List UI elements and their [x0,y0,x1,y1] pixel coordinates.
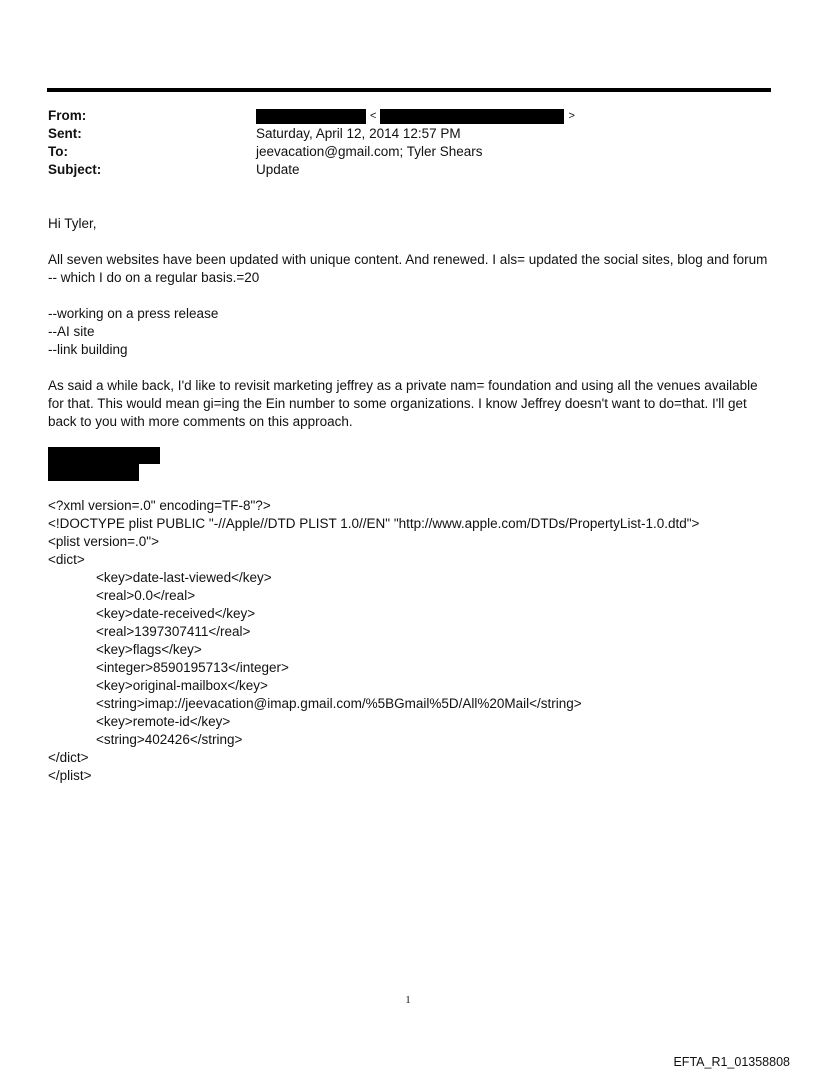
paragraph-2-line-1: As said a while back, I'd like to revisit marketing jeffrey as a private nam= foundation and using all the venues available [48,378,758,393]
redacted-signature-line-2 [48,464,139,481]
dict-entry: <key>original-mailbox</key> [96,678,268,693]
list-item: --AI site [48,324,95,339]
dict-entry: <key>remote-id</key> [96,714,231,729]
from-value [256,107,579,125]
paragraph-2-line-3: back to you with more comments on this approach. [48,414,353,429]
from-label: From: [48,108,87,123]
dict-entry: <key>flags</key> [96,642,202,657]
xml-doctype: <!DOCTYPE plist PUBLIC "-//Apple//DTD PLIST 1.0//EN" "http://www.apple.com/DTDs/PropertyList-1.0.dtd"> [48,516,700,531]
redacted-sender-name [256,109,366,124]
redacted-signature-line-1 [48,447,160,464]
dict-entry: <real>0.0</real> [96,588,196,603]
email-body [48,215,770,431]
paragraph-1-line-2: -- which I do on a regular basis.=20 [48,270,260,285]
dict-entry: <integer>8590195713</integer> [96,660,289,675]
from-lt: < [370,110,377,122]
dict-open: <dict> [48,552,85,567]
plist-close: </plist> [48,768,92,783]
redacted-sender-email [380,109,564,124]
dict-entry: <key>date-received</key> [96,606,256,621]
list-item: --working on a press release [48,306,219,321]
subject-value: Update [256,162,300,177]
plist-open: <plist version=.0"> [48,534,159,549]
to-value: jeevacation@gmail.com; Tyler Shears [256,144,483,159]
subject-row [48,161,768,179]
paragraph-1-line-1: All seven websites have been updated with unique content. And renewed. I als= updated the social sites, blog and forum [48,252,768,267]
dict-entry: <string>402426</string> [96,732,243,747]
sent-label: Sent: [48,126,82,141]
page-number: 1 [405,994,411,1006]
paragraph-2-line-2: for that. This would mean gi=ing the Ein number to some organizations. I know Jeffrey doesn't want to do=that. I'll get [48,396,747,411]
sent-row [48,125,768,143]
plist-metadata [48,497,699,785]
email-header [48,107,768,179]
header-divider [47,88,771,92]
list-item: --link building [48,342,128,357]
from-row [48,107,768,125]
greeting: Hi Tyler, [48,216,97,231]
to-row [48,143,768,161]
dict-close: </dict> [48,750,89,765]
dict-entry: <real>1397307411</real> [96,624,251,639]
dict-entry: <key>date-last-viewed</key> [96,570,272,585]
dict-entry: <string>imap://jeevacation@imap.gmail.com/%5BGmail%5D/All%20Mail</string> [96,696,582,711]
xml-declaration: <?xml version=.0" encoding=TF-8"?> [48,498,271,513]
sent-value: Saturday, April 12, 2014 12:57 PM [256,126,461,141]
subject-label: Subject: [48,162,102,177]
bates-number: EFTA_R1_01358808 [673,1055,790,1069]
redacted-signature [48,447,160,481]
from-gt: > [568,110,575,122]
to-label: To: [48,144,68,159]
